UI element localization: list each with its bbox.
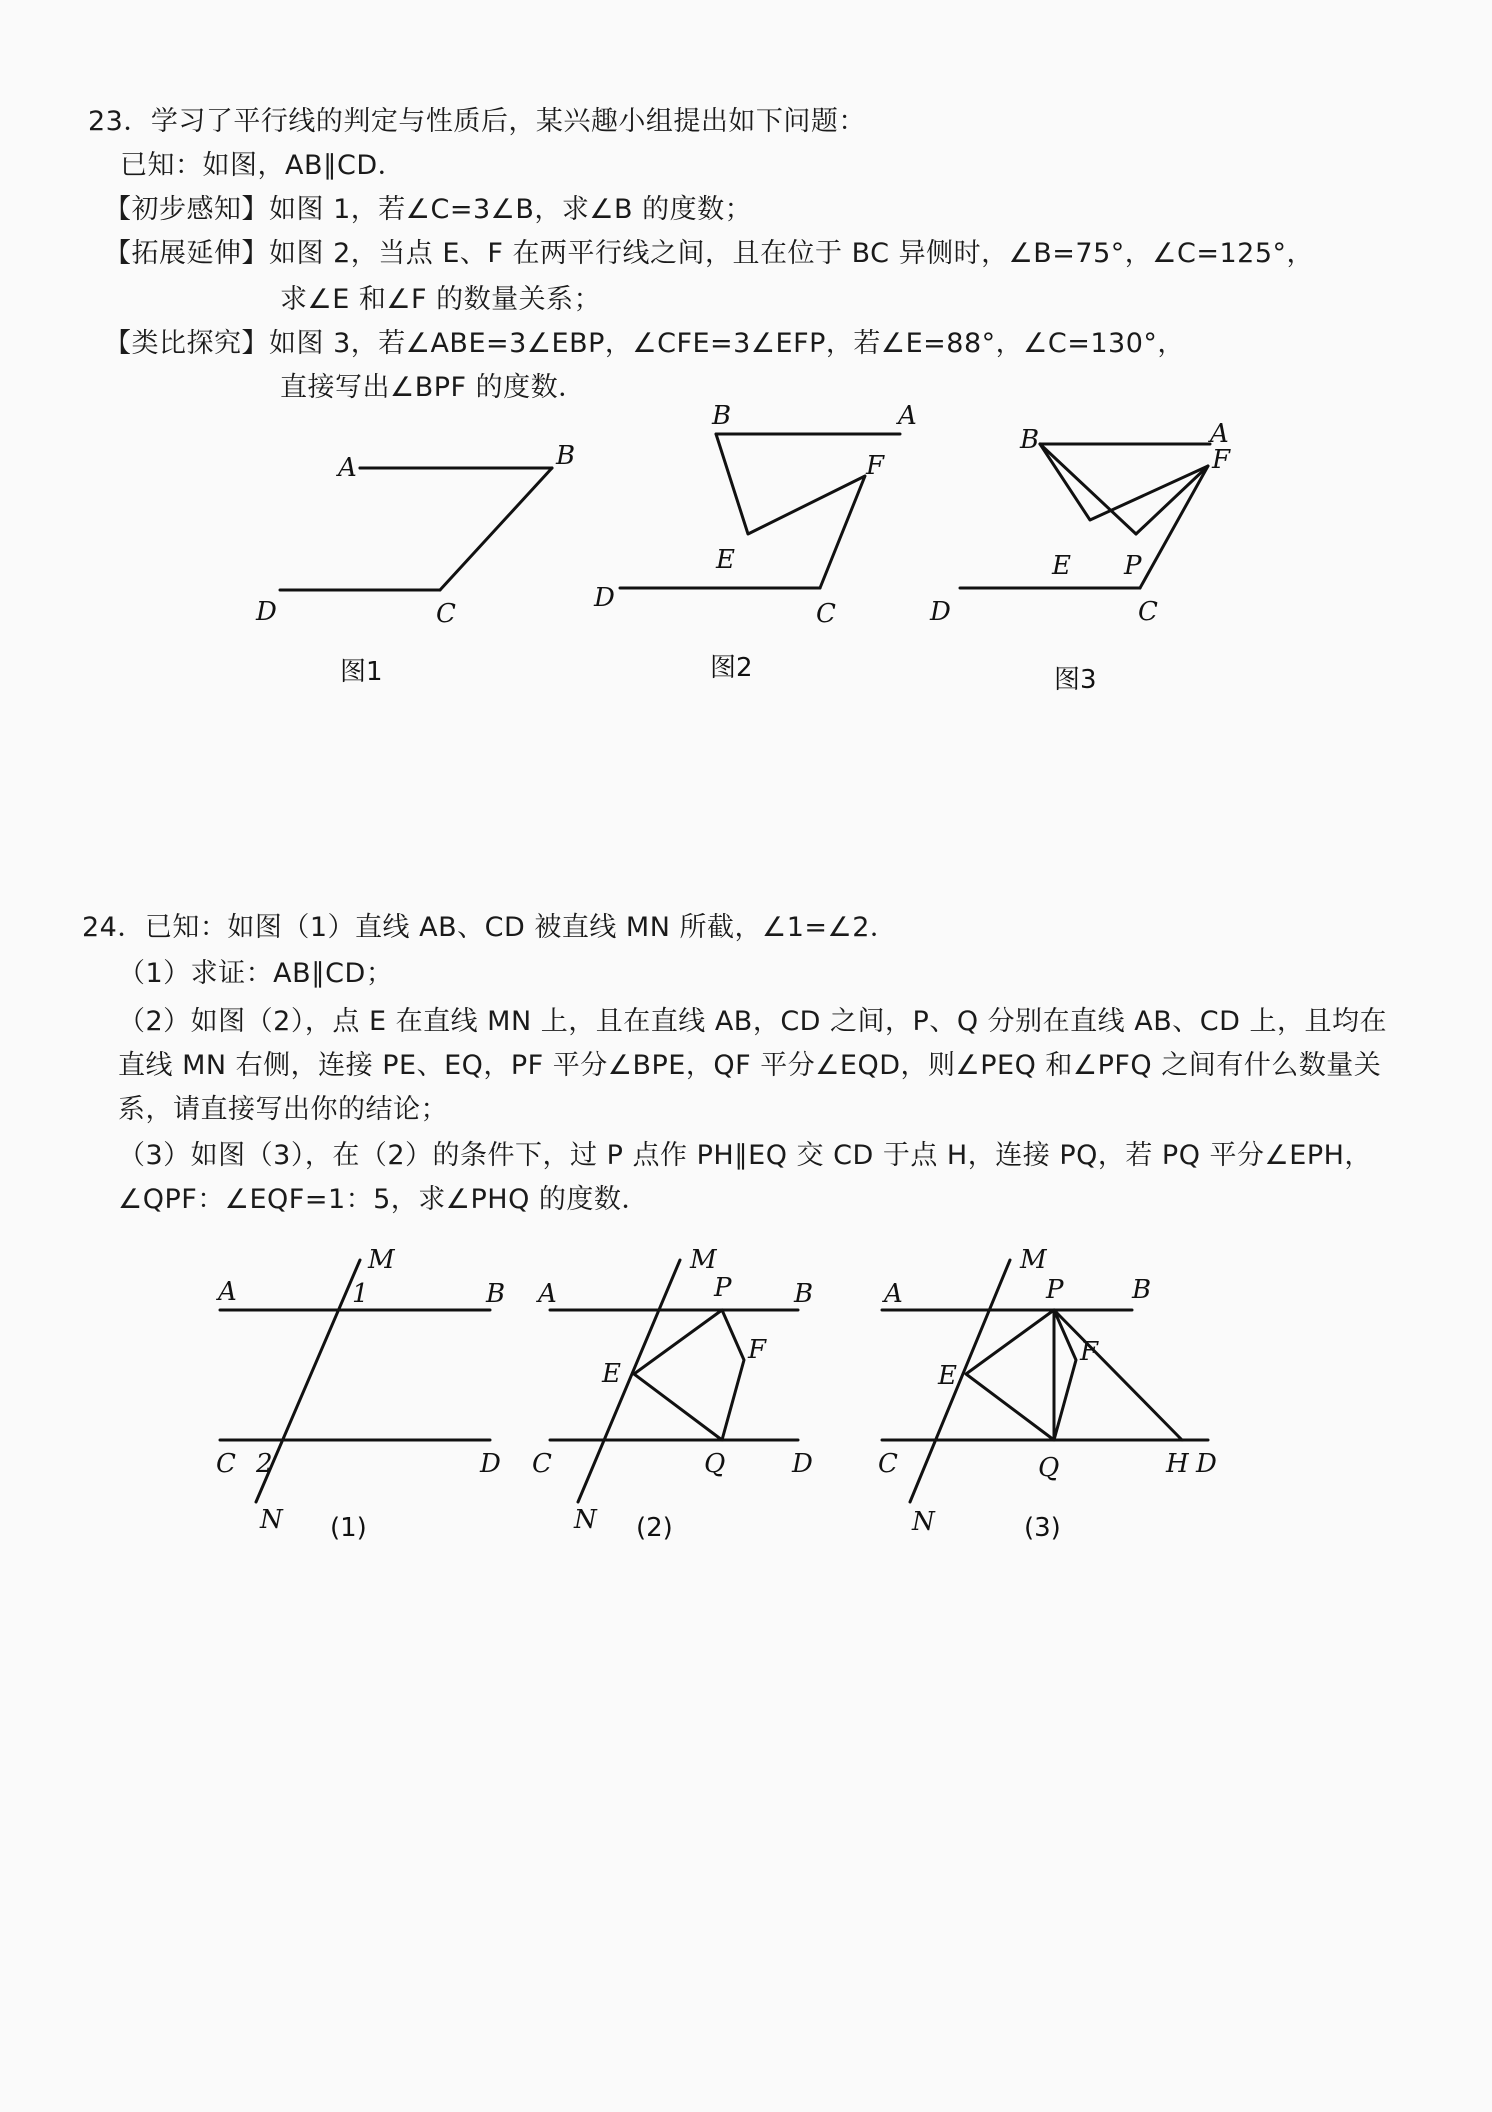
- label-f: F: [748, 1335, 767, 1365]
- label-e: E: [938, 1361, 957, 1391]
- path-b-e-f-c: [716, 434, 865, 588]
- label-e: E: [1052, 551, 1071, 581]
- q23-given: 已知：如图，AB∥CD．: [120, 150, 406, 181]
- label-c: C: [878, 1449, 898, 1479]
- q23-figure-1: [240, 420, 576, 700]
- q24-part2: （2）如图（2），点 E 在直线 MN 上，且在直线 AB，CD 之间，P、Q 分别在直线 AB、CD 上，且均在直线 MN 右侧，连接 PE、EQ，PF 平分∠BPE，QF 平分∠EQD，则∠PEQ 和∠PFQ 之间有什么数量关系，请直接写出你的结论；: [118, 1006, 1387, 1125]
- path-p-e-q: [634, 1310, 722, 1440]
- label-q: Q: [1038, 1453, 1060, 1483]
- label-f: F: [866, 451, 885, 481]
- q24-figure-3: [870, 1240, 1230, 1543]
- label-a: A: [1210, 419, 1229, 449]
- label-m: M: [368, 1245, 395, 1275]
- figure-caption: 图1: [340, 657, 383, 687]
- q23-part2-cont: 求∠E 和∠F 的数量关系；: [280, 284, 602, 315]
- label-n: N: [574, 1505, 597, 1535]
- q23-part3: 【类比探究】如图 3，若∠ABE=3∠EBP，∠CFE=3∠EFP，若∠E=88°，∠C=130°，: [104, 328, 1185, 359]
- q24-part1: （1）求证：AB∥CD；: [118, 958, 394, 989]
- label-a: A: [538, 1279, 557, 1309]
- figure-caption: (3): [1024, 1513, 1061, 1543]
- label-b: B: [1132, 1275, 1152, 1305]
- label-d: D: [930, 597, 951, 627]
- figure-caption: (2): [636, 1513, 673, 1543]
- label-c: C: [1138, 597, 1158, 627]
- label-c: C: [532, 1449, 552, 1479]
- label-p: P: [1046, 1275, 1064, 1305]
- label-c: C: [436, 599, 456, 629]
- label-d: D: [256, 597, 277, 627]
- label-p: P: [714, 1273, 732, 1303]
- label-p: P: [1124, 551, 1142, 581]
- label-angle-1: 1: [352, 1279, 369, 1309]
- q24-figure-2: [530, 1240, 830, 1543]
- label-a: A: [884, 1279, 903, 1309]
- q23-title: 23．学习了平行线的判定与性质后，某兴趣小组提出如下问题：: [88, 106, 866, 137]
- figure-caption: (1): [330, 1513, 367, 1543]
- label-d: D: [480, 1449, 501, 1479]
- line-bc: [440, 468, 552, 590]
- label-e: E: [716, 545, 735, 575]
- label-n: N: [260, 1505, 283, 1535]
- q24-figure-1: [200, 1240, 510, 1543]
- label-e: E: [602, 1359, 621, 1389]
- label-angle-2: 2: [256, 1449, 273, 1479]
- label-b: B: [712, 401, 732, 431]
- label-b: B: [1020, 425, 1040, 455]
- segment-bp: [1040, 444, 1136, 534]
- label-a: A: [218, 1277, 237, 1307]
- label-c: C: [816, 599, 836, 629]
- label-b: B: [486, 1279, 506, 1309]
- label-q: Q: [704, 1449, 726, 1479]
- label-f: F: [1080, 1337, 1099, 1367]
- label-m: M: [1020, 1245, 1047, 1275]
- q24-title: 24．已知：如图（1）直线 AB、CD 被直线 MN 所截，∠1=∠2．: [82, 912, 898, 943]
- q23-part3-cont: 直接写出∠BPF 的度数．: [280, 372, 586, 403]
- q23-part1: 【初步感知】如图 1，若∠C=3∠B，求∠B 的度数；: [104, 194, 753, 225]
- label-b: B: [794, 1279, 814, 1309]
- line-mn: [910, 1260, 1010, 1502]
- label-m: M: [690, 1245, 717, 1275]
- label-c: C: [216, 1449, 236, 1479]
- label-a: A: [338, 453, 357, 483]
- label-d: D: [594, 583, 615, 613]
- label-n: N: [912, 1507, 935, 1537]
- label-d: D: [1196, 1449, 1217, 1479]
- label-f: F: [1212, 445, 1231, 475]
- figure-caption: 图2: [710, 653, 753, 683]
- q24-part3: （3）如图（3），在（2）的条件下，过 P 点作 PH∥EQ 交 CD 于点 H，连接 PQ，若 PQ 平分∠EPH，∠QPF：∠EQF=1：5，求∠PHQ 的度数．: [118, 1140, 1372, 1215]
- figure-caption: 图3: [1054, 665, 1097, 695]
- path-p-e-q: [966, 1310, 1054, 1440]
- label-b: B: [556, 441, 576, 471]
- path-p-f-q: [722, 1310, 744, 1440]
- q23-figure-3: [920, 410, 1240, 700]
- segment-pf: [1136, 466, 1208, 534]
- label-h: H: [1166, 1449, 1189, 1479]
- q23-part2: 【拓展延伸】如图 2，当点 E、F 在两平行线之间，且在位于 BC 异侧时，∠B=75°，∠C=125°，: [104, 238, 1315, 269]
- q23-figure-2: [580, 400, 920, 700]
- label-d: D: [792, 1449, 813, 1479]
- label-a: A: [898, 401, 917, 431]
- line-mn: [578, 1260, 680, 1502]
